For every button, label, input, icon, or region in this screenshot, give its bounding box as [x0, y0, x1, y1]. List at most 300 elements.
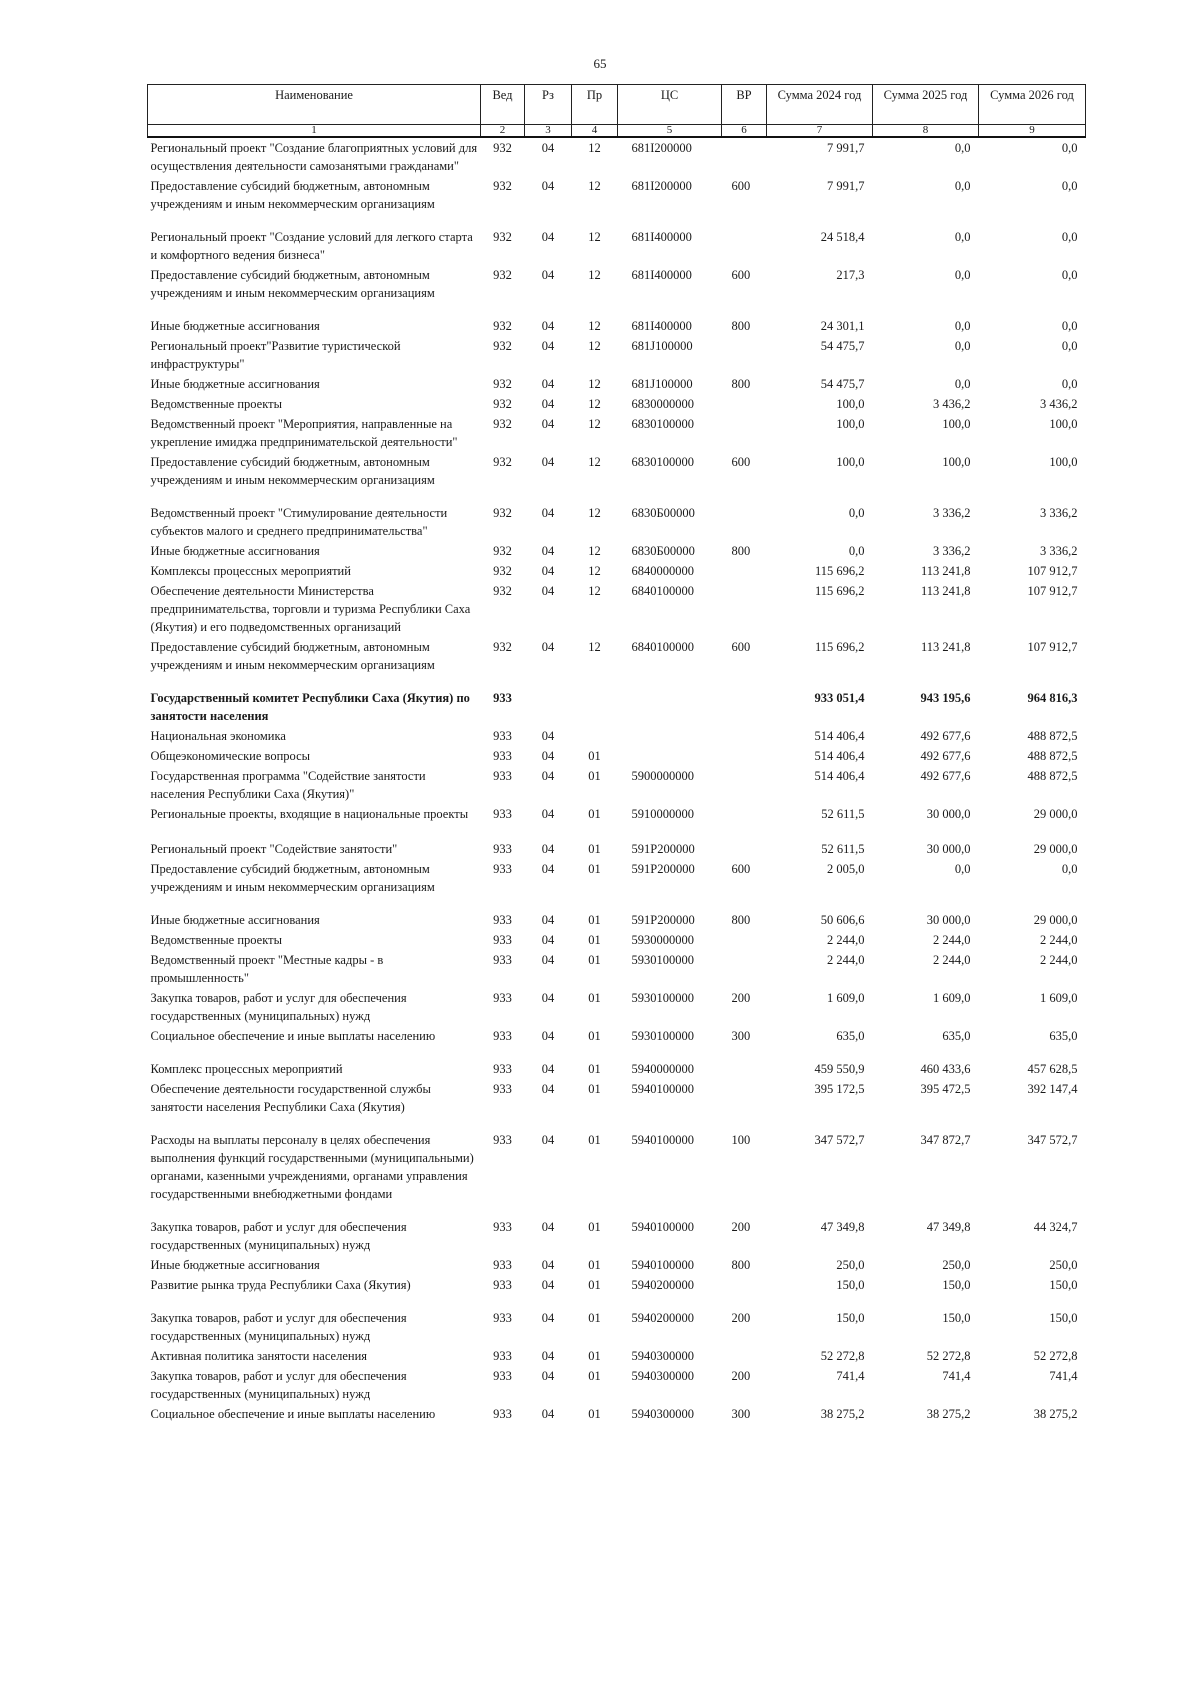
row-sum-2024: 250,0 — [836, 1258, 865, 1272]
table-row — [148, 561, 1086, 581]
row-sum-2026: 52 272,8 — [1033, 1349, 1078, 1363]
row-pr: 01 — [588, 933, 601, 947]
row-vr — [722, 839, 767, 859]
page-number: 65 — [593, 56, 607, 71]
row-cs — [618, 688, 722, 726]
row-name: Национальная экономика — [150, 729, 286, 743]
row-ved: 933 — [493, 729, 512, 743]
row-pr: 01 — [588, 749, 601, 763]
row-rz: 04 — [541, 397, 555, 411]
row-ved: 932 — [493, 584, 512, 598]
row-sum-2025: 0,0 — [954, 268, 971, 282]
row-pr: 01 — [588, 1407, 601, 1421]
table-row — [148, 452, 1086, 503]
row-sum-2024: 347 572,7 — [814, 1133, 865, 1147]
row-vr — [722, 394, 767, 414]
row-sum-2025: 0,0 — [954, 141, 971, 155]
row-sum-2025: 492 677,6 — [920, 769, 971, 783]
row-pr: 01 — [588, 769, 601, 783]
header-sum-2024: Сумма 2024 год — [767, 85, 873, 125]
row-sum-2025: 1 609,0 — [933, 991, 971, 1005]
row-sum-2024: 459 550,9 — [814, 1062, 865, 1076]
row-sum-2024: 115 696,2 — [814, 584, 865, 598]
row-sum-2024: 7 991,7 — [827, 179, 865, 193]
row-rz: 04 — [541, 1082, 555, 1096]
row-sum-2024: 635,0 — [836, 1029, 865, 1043]
header-ved: Вед — [481, 85, 525, 125]
row-sum-2026: 100,0 — [1049, 455, 1078, 469]
row-ved: 932 — [493, 377, 512, 391]
row-cs: 6830Б00000 — [631, 506, 695, 520]
table-row — [148, 804, 1086, 839]
row-cs: 591P200000 — [631, 862, 695, 876]
row-sum-2025: 100,0 — [942, 417, 971, 431]
column-number: 1 — [148, 125, 481, 138]
row-ved: 933 — [493, 913, 512, 927]
table-row — [148, 374, 1086, 394]
row-ved: 933 — [493, 953, 512, 967]
row-name: Комплексы процессных мероприятий — [150, 564, 351, 578]
row-pr: 12 — [588, 564, 601, 578]
row-ved: 933 — [493, 1311, 512, 1325]
row-rz: 04 — [541, 141, 555, 155]
row-name: Иные бюджетные ассигнования — [150, 377, 320, 391]
row-name: Ведомственные проекты — [150, 933, 283, 947]
row-sum-2024: 2 244,0 — [827, 933, 865, 947]
row-ved: 933 — [493, 862, 512, 876]
row-vr — [722, 561, 767, 581]
row-pr: 12 — [588, 455, 601, 469]
row-sum-2026: 0,0 — [1061, 179, 1078, 193]
row-vr — [722, 804, 767, 839]
row-pr: 12 — [588, 544, 601, 558]
row-sum-2025: 38 275,2 — [926, 1407, 971, 1421]
row-vr — [722, 930, 767, 950]
row-rz: 04 — [541, 417, 555, 431]
row-sum-2025: 0,0 — [954, 179, 971, 193]
row-sum-2026: 1 609,0 — [1040, 991, 1078, 1005]
row-vr: 800 — [731, 377, 751, 391]
row-sum-2024: 115 696,2 — [814, 640, 865, 654]
row-sum-2026: 488 872,5 — [1027, 729, 1078, 743]
row-rz: 04 — [541, 842, 555, 856]
row-sum-2026: 0,0 — [1061, 862, 1078, 876]
row-rz: 04 — [541, 640, 555, 654]
table-row — [148, 988, 1086, 1026]
row-pr: 01 — [588, 862, 601, 876]
row-sum-2025: 0,0 — [954, 319, 971, 333]
row-sum-2024: 100,0 — [836, 417, 865, 431]
row-rz: 04 — [541, 1278, 555, 1292]
row-vr: 600 — [731, 455, 751, 469]
row-vr: 800 — [731, 913, 751, 927]
row-pr: 01 — [588, 913, 601, 927]
row-sum-2026: 107 912,7 — [1027, 564, 1078, 578]
row-sum-2025: 492 677,6 — [920, 749, 971, 763]
row-sum-2024: 933 051,4 — [814, 691, 865, 705]
table-row — [148, 316, 1086, 336]
table-header-row — [148, 85, 1086, 125]
row-name: Иные бюджетные ассигнования — [150, 1258, 320, 1272]
row-rz: 04 — [541, 584, 555, 598]
row-name: Расходы на выплаты персоналу в целях обеспечения выполнения функций государственными (муниципальными) органами, казенными учреждениями, органами управления государственными внебюджетными фондами — [150, 1133, 474, 1201]
row-ved: 933 — [493, 991, 512, 1005]
row-sum-2025: 250,0 — [942, 1258, 971, 1272]
header-rz: Рз — [525, 85, 572, 125]
row-sum-2024: 24 518,4 — [820, 230, 865, 244]
row-vr: 800 — [731, 1258, 751, 1272]
row-sum-2024: 7 991,7 — [827, 141, 865, 155]
table-row — [148, 1059, 1086, 1079]
row-pr: 12 — [588, 506, 601, 520]
row-sum-2024: 0,0 — [848, 544, 865, 558]
row-cs: 6830000000 — [631, 397, 694, 411]
row-ved: 933 — [493, 1369, 512, 1383]
row-sum-2026: 0,0 — [1061, 230, 1078, 244]
table-row — [148, 227, 1086, 265]
row-cs: 5940200000 — [631, 1278, 694, 1292]
table-row — [148, 1026, 1086, 1059]
row-sum-2025: 3 336,2 — [933, 506, 971, 520]
row-sum-2025: 347 872,7 — [920, 1133, 971, 1147]
row-rz: 04 — [541, 455, 555, 469]
row-rz: 04 — [541, 913, 555, 927]
row-sum-2024: 54 475,7 — [820, 339, 865, 353]
row-name: Закупка товаров, работ и услуг для обеспечения государственных (муниципальных) нужд — [150, 991, 407, 1023]
row-cs: 5910000000 — [631, 807, 694, 821]
row-sum-2024: 47 349,8 — [820, 1220, 865, 1234]
row-sum-2026: 2 244,0 — [1040, 933, 1078, 947]
table-row — [148, 1366, 1086, 1404]
row-name: Закупка товаров, работ и услуг для обеспечения государственных (муниципальных) нужд — [150, 1220, 407, 1252]
row-sum-2025: 52 272,8 — [926, 1349, 971, 1363]
row-cs: 5940100000 — [631, 1220, 694, 1234]
budget-table — [147, 84, 1086, 1424]
row-sum-2026: 0,0 — [1061, 268, 1078, 282]
row-vr: 600 — [731, 862, 751, 876]
row-cs: 5930100000 — [631, 991, 694, 1005]
row-name: Предоставление субсидий бюджетным, автономным учреждениям и иным некоммерческим организациям — [150, 268, 435, 300]
header-pr: Пр — [572, 85, 618, 125]
row-sum-2026: 44 324,7 — [1033, 1220, 1078, 1234]
table-row — [148, 950, 1086, 988]
row-cs: 5940200000 — [631, 1311, 694, 1325]
row-rz: 04 — [541, 991, 555, 1005]
row-vr: 300 — [731, 1407, 751, 1421]
row-sum-2026: 0,0 — [1061, 319, 1078, 333]
row-ved: 933 — [493, 933, 512, 947]
row-ved: 933 — [493, 842, 512, 856]
row-rz: 04 — [541, 339, 555, 353]
row-cs: 5940300000 — [631, 1349, 694, 1363]
row-cs: 5940100000 — [631, 1258, 694, 1272]
row-ved: 932 — [493, 397, 512, 411]
row-name: Иные бюджетные ассигнования — [150, 544, 320, 558]
row-sum-2024: 2 005,0 — [827, 862, 865, 876]
column-number: 2 — [481, 125, 525, 138]
table-row — [148, 414, 1086, 452]
row-vr: 600 — [731, 268, 751, 282]
row-name: Закупка товаров, работ и услуг для обеспечения государственных (муниципальных) нужд — [150, 1311, 407, 1343]
row-rz: 04 — [541, 1029, 555, 1043]
row-ved: 933 — [493, 1278, 512, 1292]
row-vr: 200 — [731, 1311, 751, 1325]
row-pr — [572, 726, 618, 746]
column-number: 7 — [767, 125, 873, 138]
row-vr — [722, 336, 767, 374]
row-name: Ведомственные проекты — [150, 397, 283, 411]
row-sum-2025: 30 000,0 — [926, 842, 971, 856]
row-sum-2024: 150,0 — [836, 1278, 865, 1292]
row-sum-2025: 395 472,5 — [920, 1082, 971, 1096]
header-name: Наименование — [148, 85, 481, 125]
row-sum-2024: 52 611,5 — [821, 842, 865, 856]
row-pr: 12 — [588, 179, 601, 193]
row-sum-2024: 514 406,4 — [814, 729, 865, 743]
row-vr: 200 — [731, 1369, 751, 1383]
table-row — [148, 503, 1086, 541]
row-ved: 932 — [493, 455, 512, 469]
row-sum-2025: 0,0 — [954, 862, 971, 876]
table-row — [148, 930, 1086, 950]
row-sum-2024: 38 275,2 — [820, 1407, 865, 1421]
row-rz: 04 — [541, 1349, 555, 1363]
header-sum-2025: Сумма 2025 год — [873, 85, 979, 125]
row-sum-2026: 107 912,7 — [1027, 584, 1078, 598]
row-ved: 933 — [493, 1258, 512, 1272]
row-name: Комплекс процессных мероприятий — [150, 1062, 343, 1076]
row-name: Предоставление субсидий бюджетным, автономным учреждениям и иным некоммерческим организациям — [150, 179, 435, 211]
row-sum-2026: 0,0 — [1061, 339, 1078, 353]
row-rz: 04 — [541, 1220, 555, 1234]
row-cs: 6840100000 — [631, 584, 694, 598]
table-row — [148, 859, 1086, 910]
row-name: Социальное обеспечение и иные выплаты населению — [150, 1029, 436, 1043]
row-pr: 12 — [588, 268, 601, 282]
row-vr — [722, 746, 767, 766]
row-pr: 01 — [588, 1220, 601, 1234]
row-cs: 681J100000 — [631, 339, 693, 353]
row-pr: 01 — [588, 1258, 601, 1272]
row-pr: 01 — [588, 1133, 601, 1147]
row-vr — [722, 1346, 767, 1366]
row-name: Развитие рынка труда Республики Саха (Якутия) — [150, 1278, 411, 1292]
row-name: Ведомственный проект "Местные кадры - в промышленность" — [150, 953, 384, 985]
row-sum-2024: 741,4 — [836, 1369, 865, 1383]
row-sum-2025: 30 000,0 — [926, 807, 971, 821]
row-rz: 04 — [541, 1133, 555, 1147]
row-rz: 04 — [541, 377, 555, 391]
row-sum-2025: 492 677,6 — [920, 729, 971, 743]
row-sum-2026: 107 912,7 — [1027, 640, 1078, 654]
row-cs: 6840000000 — [631, 564, 694, 578]
table-row — [148, 910, 1086, 930]
row-pr: 12 — [588, 397, 601, 411]
row-vr: 200 — [731, 1220, 751, 1234]
table-row — [148, 176, 1086, 227]
table-row — [148, 137, 1086, 176]
row-name: Региональный проект "Создание условий для легкого старта и комфортного ведения бизнеса" — [150, 230, 473, 262]
row-pr: 12 — [588, 584, 601, 598]
row-sum-2026: 488 872,5 — [1027, 769, 1078, 783]
row-ved: 933 — [493, 1029, 512, 1043]
row-cs: 5930100000 — [631, 953, 694, 967]
row-ved: 932 — [493, 179, 512, 193]
row-rz: 04 — [541, 933, 555, 947]
table-row — [148, 726, 1086, 746]
row-name: Общеэкономические вопросы — [150, 749, 311, 763]
row-cs: 6830Б00000 — [631, 544, 695, 558]
row-name: Социальное обеспечение и иные выплаты населению — [150, 1407, 436, 1421]
row-sum-2024: 54 475,7 — [820, 377, 865, 391]
row-vr — [722, 503, 767, 541]
row-sum-2025: 30 000,0 — [926, 913, 971, 927]
row-ved: 933 — [493, 1082, 512, 1096]
row-sum-2026: 100,0 — [1049, 417, 1078, 431]
row-sum-2024: 1 609,0 — [827, 991, 865, 1005]
row-sum-2025: 2 244,0 — [933, 933, 971, 947]
row-name: Региональные проекты, входящие в национальные проекты — [150, 807, 469, 821]
table-row — [148, 1079, 1086, 1130]
row-sum-2026: 150,0 — [1049, 1311, 1078, 1325]
row-pr — [572, 688, 618, 726]
row-cs: 5940000000 — [631, 1062, 694, 1076]
row-cs: 6830100000 — [631, 417, 694, 431]
row-ved: 933 — [493, 1349, 512, 1363]
row-sum-2024: 100,0 — [836, 455, 865, 469]
row-cs: 591P200000 — [631, 842, 695, 856]
row-ved: 933 — [493, 807, 512, 821]
row-sum-2025: 741,4 — [942, 1369, 971, 1383]
row-ved: 933 — [493, 1407, 512, 1421]
row-vr — [722, 726, 767, 746]
row-cs: 6840100000 — [631, 640, 694, 654]
row-rz: 04 — [541, 749, 555, 763]
row-rz: 04 — [541, 769, 555, 783]
row-sum-2024: 115 696,2 — [814, 564, 865, 578]
row-name: Закупка товаров, работ и услуг для обеспечения государственных (муниципальных) нужд — [150, 1369, 407, 1401]
table-row — [148, 581, 1086, 637]
row-ved: 932 — [493, 141, 512, 155]
row-pr: 12 — [588, 339, 601, 353]
table-row — [148, 746, 1086, 766]
table-row — [148, 1217, 1086, 1255]
row-ved: 932 — [493, 640, 512, 654]
row-sum-2025: 150,0 — [942, 1278, 971, 1292]
row-pr: 01 — [588, 1349, 601, 1363]
table-row — [148, 1346, 1086, 1366]
row-ved: 933 — [493, 749, 512, 763]
row-sum-2026: 3 336,2 — [1040, 506, 1078, 520]
row-cs: 5940300000 — [631, 1407, 694, 1421]
row-pr: 12 — [588, 230, 601, 244]
row-vr: 600 — [731, 179, 751, 193]
row-vr — [722, 414, 767, 452]
row-ved: 932 — [493, 564, 512, 578]
row-vr — [722, 581, 767, 637]
row-ved: 932 — [493, 319, 512, 333]
header-vr: ВР — [722, 85, 767, 125]
row-ved: 932 — [493, 230, 512, 244]
row-sum-2024: 2 244,0 — [827, 953, 865, 967]
table-row — [148, 839, 1086, 859]
column-number: 9 — [979, 125, 1086, 138]
row-sum-2025: 113 241,8 — [920, 584, 971, 598]
row-pr: 01 — [588, 842, 601, 856]
row-vr: 300 — [731, 1029, 751, 1043]
row-rz: 04 — [541, 506, 555, 520]
row-name: Ведомственный проект "Стимулирование деятельности субъектов малого и среднего предпринимательства" — [150, 506, 448, 538]
table-row — [148, 541, 1086, 561]
row-sum-2024: 514 406,4 — [814, 769, 865, 783]
table-body — [148, 137, 1086, 1424]
row-rz: 04 — [541, 729, 555, 743]
row-vr — [722, 766, 767, 804]
row-vr: 800 — [731, 319, 751, 333]
column-number: 3 — [525, 125, 572, 138]
row-ved: 932 — [493, 339, 512, 353]
row-ved: 933 — [493, 691, 512, 705]
row-sum-2025: 0,0 — [954, 377, 971, 391]
row-name: Активная политика занятости населения — [150, 1349, 368, 1363]
row-pr: 12 — [588, 319, 601, 333]
row-cs — [618, 746, 722, 766]
row-sum-2024: 217,3 — [836, 268, 865, 282]
row-pr: 01 — [588, 1369, 601, 1383]
row-rz: 04 — [541, 319, 555, 333]
column-number: 5 — [618, 125, 722, 138]
row-sum-2024: 150,0 — [836, 1311, 865, 1325]
row-sum-2026: 38 275,2 — [1033, 1407, 1078, 1421]
row-rz: 04 — [541, 544, 555, 558]
row-rz: 04 — [541, 268, 555, 282]
row-name: Предоставление субсидий бюджетным, автономным учреждениям и иным некоммерческим организациям — [150, 455, 435, 487]
row-rz: 04 — [541, 179, 555, 193]
row-pr: 01 — [588, 807, 601, 821]
row-cs: 5940300000 — [631, 1369, 694, 1383]
column-number-row — [148, 125, 1086, 138]
row-rz — [525, 688, 572, 726]
table-row — [148, 265, 1086, 316]
row-cs: 591P200000 — [631, 913, 695, 927]
row-sum-2025: 47 349,8 — [926, 1220, 971, 1234]
row-ved: 933 — [493, 769, 512, 783]
row-sum-2024: 0,0 — [848, 506, 865, 520]
row-sum-2026: 2 244,0 — [1040, 953, 1078, 967]
row-cs — [618, 726, 722, 746]
row-name: Региональный проект "Содействие занятости" — [150, 842, 398, 856]
row-name: Обеспечение деятельности государственной службы занятости населения Республики Саха (Якутия) — [150, 1082, 431, 1114]
row-vr — [722, 1275, 767, 1308]
row-sum-2025: 100,0 — [942, 455, 971, 469]
table-row — [148, 688, 1086, 726]
table-row — [148, 394, 1086, 414]
row-sum-2024: 50 606,6 — [820, 913, 865, 927]
column-number: 6 — [722, 125, 767, 138]
row-sum-2026: 0,0 — [1061, 141, 1078, 155]
row-rz: 04 — [541, 230, 555, 244]
row-sum-2025: 635,0 — [942, 1029, 971, 1043]
row-vr: 800 — [731, 544, 751, 558]
row-sum-2026: 635,0 — [1049, 1029, 1078, 1043]
row-sum-2024: 52 272,8 — [820, 1349, 865, 1363]
row-name: Региональный проект"Развитие туристической инфраструктуры" — [150, 339, 401, 371]
column-number: 4 — [572, 125, 618, 138]
row-sum-2025: 0,0 — [954, 339, 971, 353]
row-sum-2025: 943 195,6 — [920, 691, 971, 705]
table-row — [148, 1308, 1086, 1346]
row-sum-2025: 2 244,0 — [933, 953, 971, 967]
